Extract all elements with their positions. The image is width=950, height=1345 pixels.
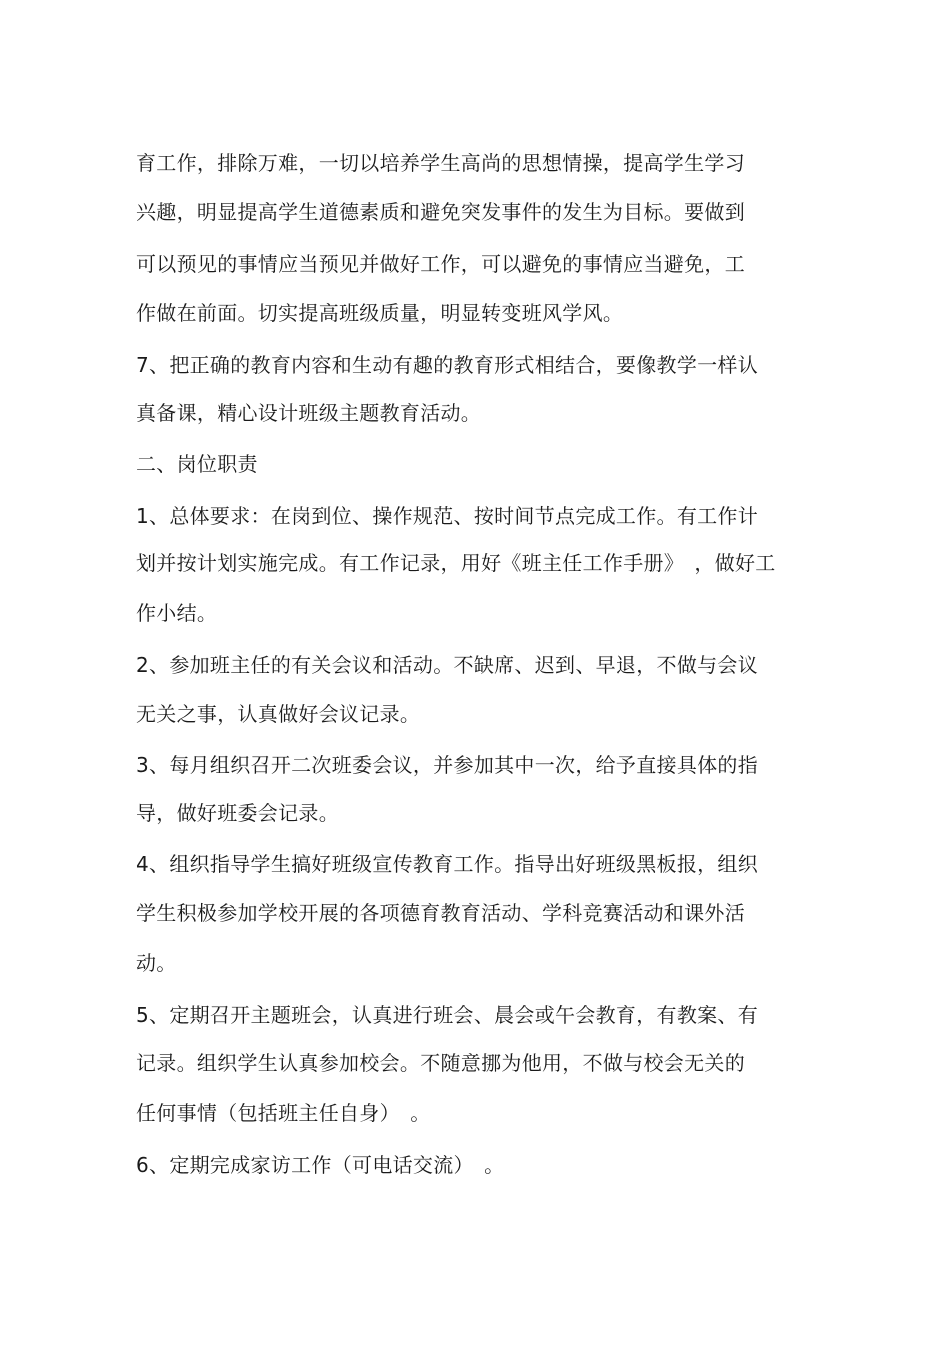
text-line: 无关之事，认真做好会议记录。 bbox=[136, 702, 421, 726]
text-line: 划并按计划实施完成。有工作记录，用好《班主任工作手册》 ，做好工 bbox=[136, 551, 776, 575]
text-line: 4、组织指导学生搞好班级宣传教育工作。指导出好班级黑板报，组织 bbox=[136, 852, 759, 876]
text-line: 可以预见的事情应当预见并做好工作，可以避免的事情应当避免，工 bbox=[136, 252, 745, 276]
text-line: 1、总体要求：在岗到位、操作规范、按时间节点完成工作。有工作计 bbox=[136, 504, 759, 528]
text-line: 6、定期完成家访工作（可电话交流） 。 bbox=[136, 1153, 505, 1177]
text-line: 育工作，排除万难，一切以培养学生高尚的思想情操，提高学生学习 bbox=[136, 151, 745, 175]
text-line: 学生积极参加学校开展的各项德育教育活动、学科竞赛活动和课外活 bbox=[136, 901, 745, 925]
text-line: 任何事情（包括班主任自身） 。 bbox=[136, 1101, 431, 1125]
text-line: 3、每月组织召开二次班委会议，并参加其中一次，给予直接具体的指 bbox=[136, 753, 759, 777]
text-line: 兴趣，明显提高学生道德素质和避免突发事件的发生为目标。要做到 bbox=[136, 200, 745, 224]
text-line: 动。 bbox=[136, 951, 177, 975]
text-line: 5、定期召开主题班会，认真进行班会、晨会或午会教育，有教案、有 bbox=[136, 1003, 759, 1027]
text-line: 导，做好班委会记录。 bbox=[136, 801, 339, 825]
text-line: 记录。组织学生认真参加校会。不随意挪为他用，不做与校会无关的 bbox=[136, 1051, 745, 1075]
text-line: 2、参加班主任的有关会议和活动。不缺席、迟到、早退，不做与会议 bbox=[136, 653, 759, 677]
text-line: 作做在前面。切实提高班级质量，明显转变班风学风。 bbox=[136, 301, 624, 325]
section-heading: 二、岗位职责 bbox=[136, 452, 258, 476]
text-line: 作小结。 bbox=[136, 601, 218, 625]
text-line: 7、把正确的教育内容和生动有趣的教育形式相结合，要像教学一样认 bbox=[136, 353, 759, 377]
text-line: 真备课，精心设计班级主题教育活动。 bbox=[136, 401, 482, 425]
